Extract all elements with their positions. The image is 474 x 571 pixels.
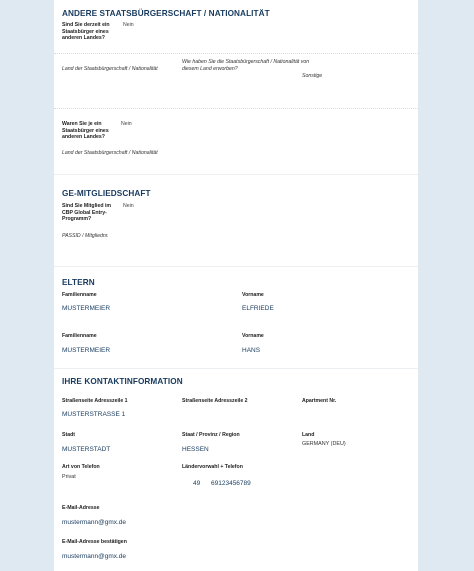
father-first-name: HANS [242,347,261,354]
parent-first-name-label: Vorname [242,333,264,339]
past-citizenship-country: Land der Staatsbürgerschaft / Nationalität [62,150,158,156]
phone-type-label: Art von Telefon [62,464,100,470]
passid-label: PASSID / Mitgliednr. [62,233,109,239]
parent-last-name-label: Familienname [62,292,97,298]
email-value: mustermann@gmx.de [62,519,127,526]
divider [54,53,418,54]
citizenship-country-column: Land der Staatsbürgerschaft / Nationalität [62,66,158,72]
ge-section-title: GE-MITGLIEDSCHAFT [62,189,151,198]
email-confirm-label: E-Mail-Adresse bestätigen [62,539,127,545]
past-citizenship-answer: Nein [121,121,132,127]
section-divider [54,266,418,267]
section-divider [54,174,418,175]
address-line1-label: Straßenseite Adresszeile 1 [62,398,128,404]
father-mother-last-name: MUSTERMEIER [62,305,111,312]
state-value: HESSEN [182,446,209,453]
current-citizenship-answer: Nein [123,22,134,28]
citizenship-acquired-column: Wie haben Sie die Staatsbürgerschaft / Nationalität von diesem Land erworben? [182,59,310,72]
divider [54,108,418,109]
ge-membership-question: Sind Sie Mitglied im CBP Global Entry-Programm? [62,203,111,223]
citizenship-other-column: Sonstige [302,73,323,79]
phone-label: Ländervorwahl + Telefon [182,464,243,470]
parents-section-title: ELTERN [62,278,95,287]
application-review-panel [54,0,418,571]
phone-country-code: 49 [193,480,201,487]
mother-first-name: ELFRIEDE [242,305,274,312]
country-value: GERMANY (DEU) [302,441,346,447]
nationality-section-title: ANDERE STAATSBÜRGERSCHAFT / NATIONALITÄT [62,9,270,18]
address-line2-label: Straßenseite Adresszeile 2 [182,398,248,404]
father-last-name: MUSTERMEIER [62,347,111,354]
phone-number: 69123456789 [211,480,251,487]
city-value: MUSTERSTADT [62,446,111,453]
city-label: Stadt [62,432,75,438]
contact-section-title: IHRE KONTAKTINFORMATION [62,377,183,386]
email-label: E-Mail-Adresse [62,505,100,511]
past-citizenship-question: Waren Sie je ein Staatsbürger eines anderen Landes? [62,121,109,141]
phone-type-value: Privat [62,474,76,480]
address-line1-value: MUSTERSTRASSE 1 [62,411,126,418]
section-divider [54,368,418,369]
current-citizenship-question: Sind Sie derzeit ein Staatsbürger eines anderen Landes? [62,22,110,42]
parent-last-name-label: Familienname [62,333,97,339]
parent-first-name-label: Vorname [242,292,264,298]
state-label: Staat / Provinz / Region [182,432,240,438]
email-confirm-value: mustermann@gmx.de [62,553,127,560]
ge-membership-answer: Nein [123,203,134,209]
country-label: Land [302,432,315,438]
apartment-label: Apartment Nr. [302,398,337,404]
